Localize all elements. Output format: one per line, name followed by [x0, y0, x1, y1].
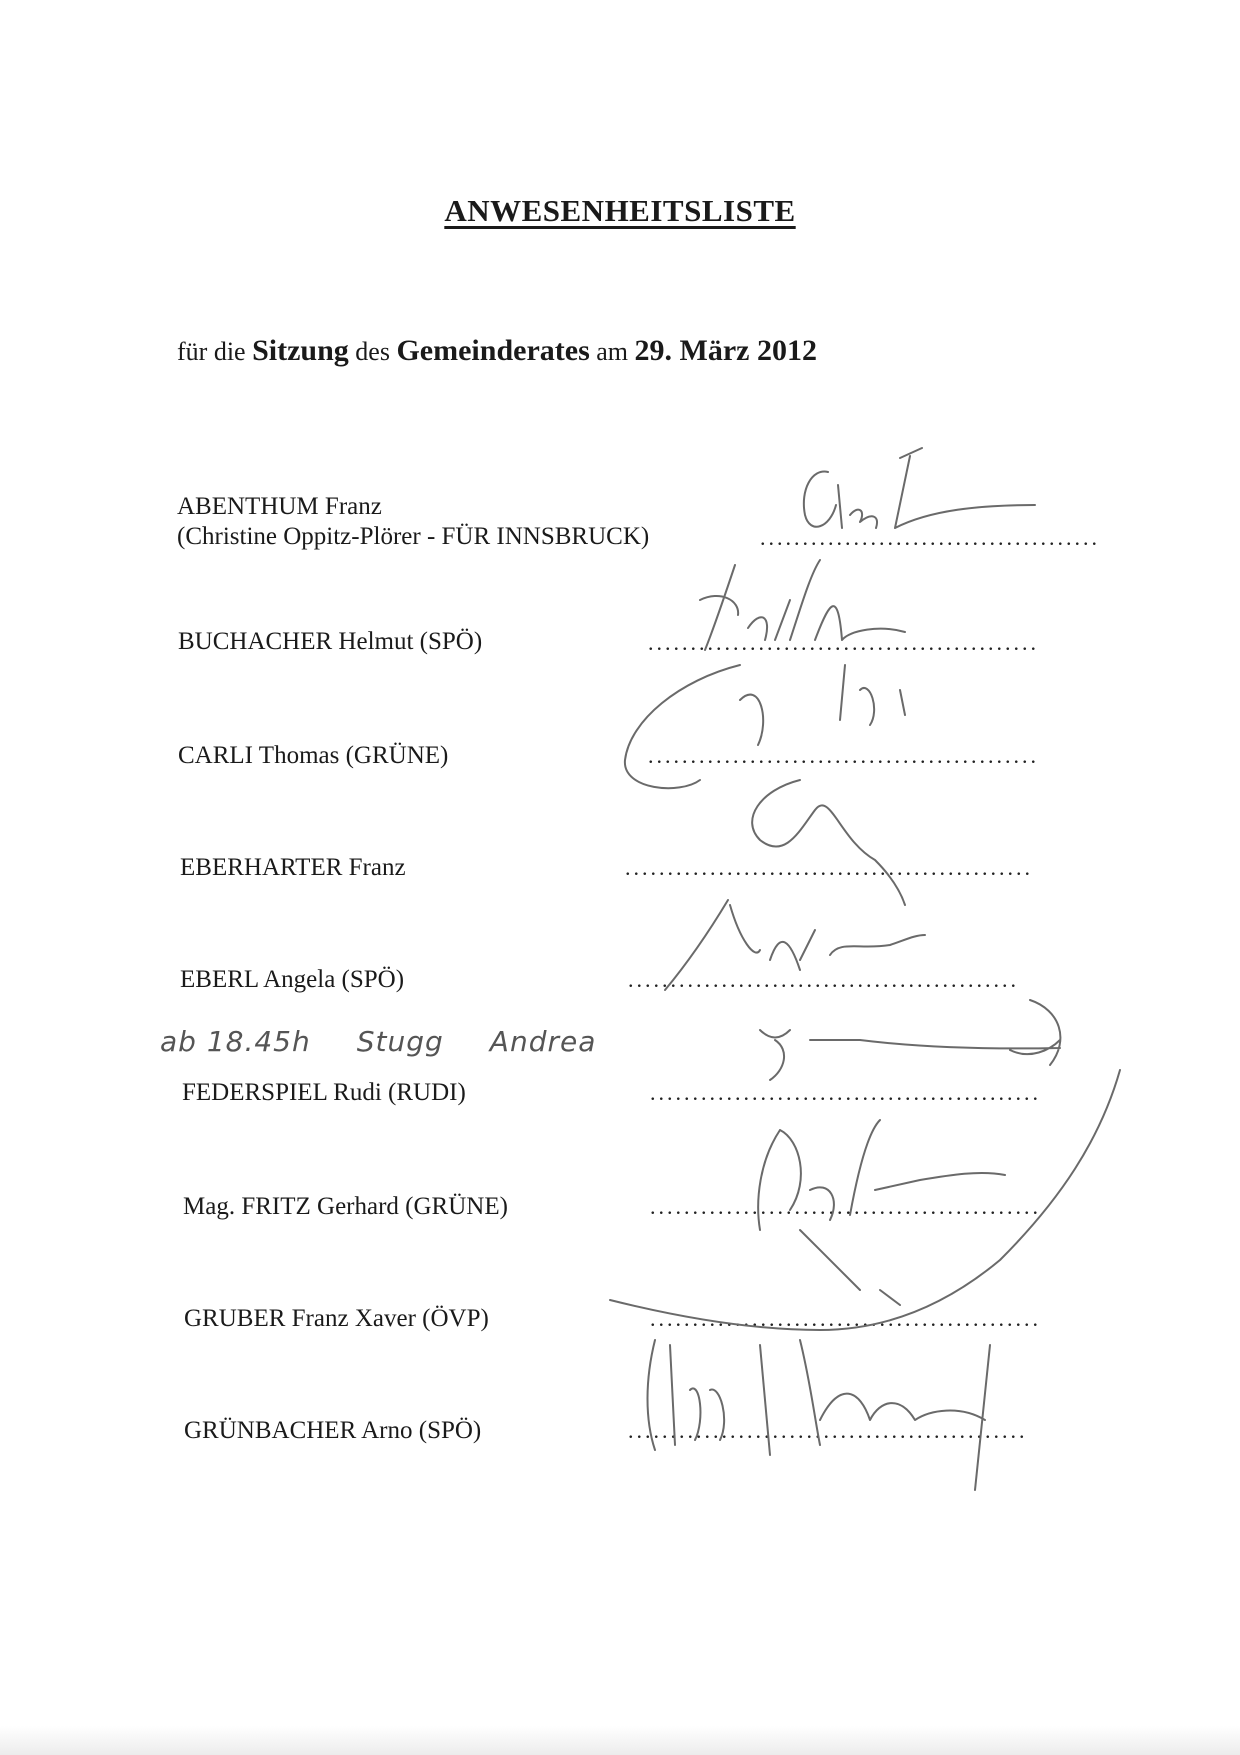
- attendee-name: CARLI Thomas (GRÜNE): [178, 742, 449, 769]
- signature-4: [752, 780, 905, 905]
- attendee-name: FEDERSPIEL Rudi (RUDI): [182, 1079, 466, 1106]
- note-surname: Stugg: [356, 1025, 444, 1058]
- signature-9: [648, 1340, 991, 1490]
- signature-line: ..............................................: [628, 967, 1019, 992]
- document-title: ANWESENHEITSLISTE: [444, 193, 796, 228]
- subtitle-date: 29. März 2012: [634, 334, 817, 367]
- signature-1: [804, 448, 1035, 528]
- signature-line: ..............................................: [648, 630, 1039, 655]
- scan-bottom-edge: [0, 1726, 1240, 1755]
- signature-6: [760, 1000, 1060, 1080]
- meeting-subtitle: [177, 334, 817, 368]
- attendee-name: ABENTHUM Franz: [177, 493, 382, 520]
- signature-line: ...............................................: [628, 1418, 1028, 1443]
- attendee-name: BUCHACHER Helmut (SPÖ): [178, 628, 483, 655]
- signature-line: ..............................................: [648, 743, 1039, 768]
- note-time: ab 18.45h: [160, 1025, 311, 1058]
- signature-line: ..............................................: [650, 1306, 1041, 1331]
- subtitle-sitzung: Sitzung: [252, 334, 349, 367]
- signature-line: ..............................................: [650, 1194, 1041, 1219]
- attendee-name: GRUBER Franz Xaver (ÖVP): [184, 1305, 489, 1332]
- signature-3: [625, 665, 905, 788]
- attendee-name: EBERL Angela (SPÖ): [180, 966, 405, 993]
- signature-line: ..............................................: [650, 1080, 1041, 1105]
- signature-line: ................................................: [625, 855, 1033, 880]
- attendee-name: EBERHARTER Franz: [180, 854, 406, 881]
- attendee-name: GRÜNBACHER Arno (SPÖ): [184, 1417, 482, 1444]
- handwritten-note: [160, 1025, 642, 1058]
- subtitle-text-2: des: [348, 337, 397, 366]
- subtitle-text-3: am: [589, 337, 635, 366]
- signature-line: ........................................: [760, 525, 1100, 550]
- note-given-name: Andrea: [489, 1025, 597, 1058]
- subtitle-gemeinderates: Gemeinderates: [396, 334, 590, 367]
- subtitle-text-1: für die: [177, 337, 253, 366]
- attendee-detail: (Christine Oppitz-Plörer - FÜR INNSBRUCK): [177, 523, 650, 550]
- attendee-name: Mag. FRITZ Gerhard (GRÜNE): [183, 1193, 508, 1220]
